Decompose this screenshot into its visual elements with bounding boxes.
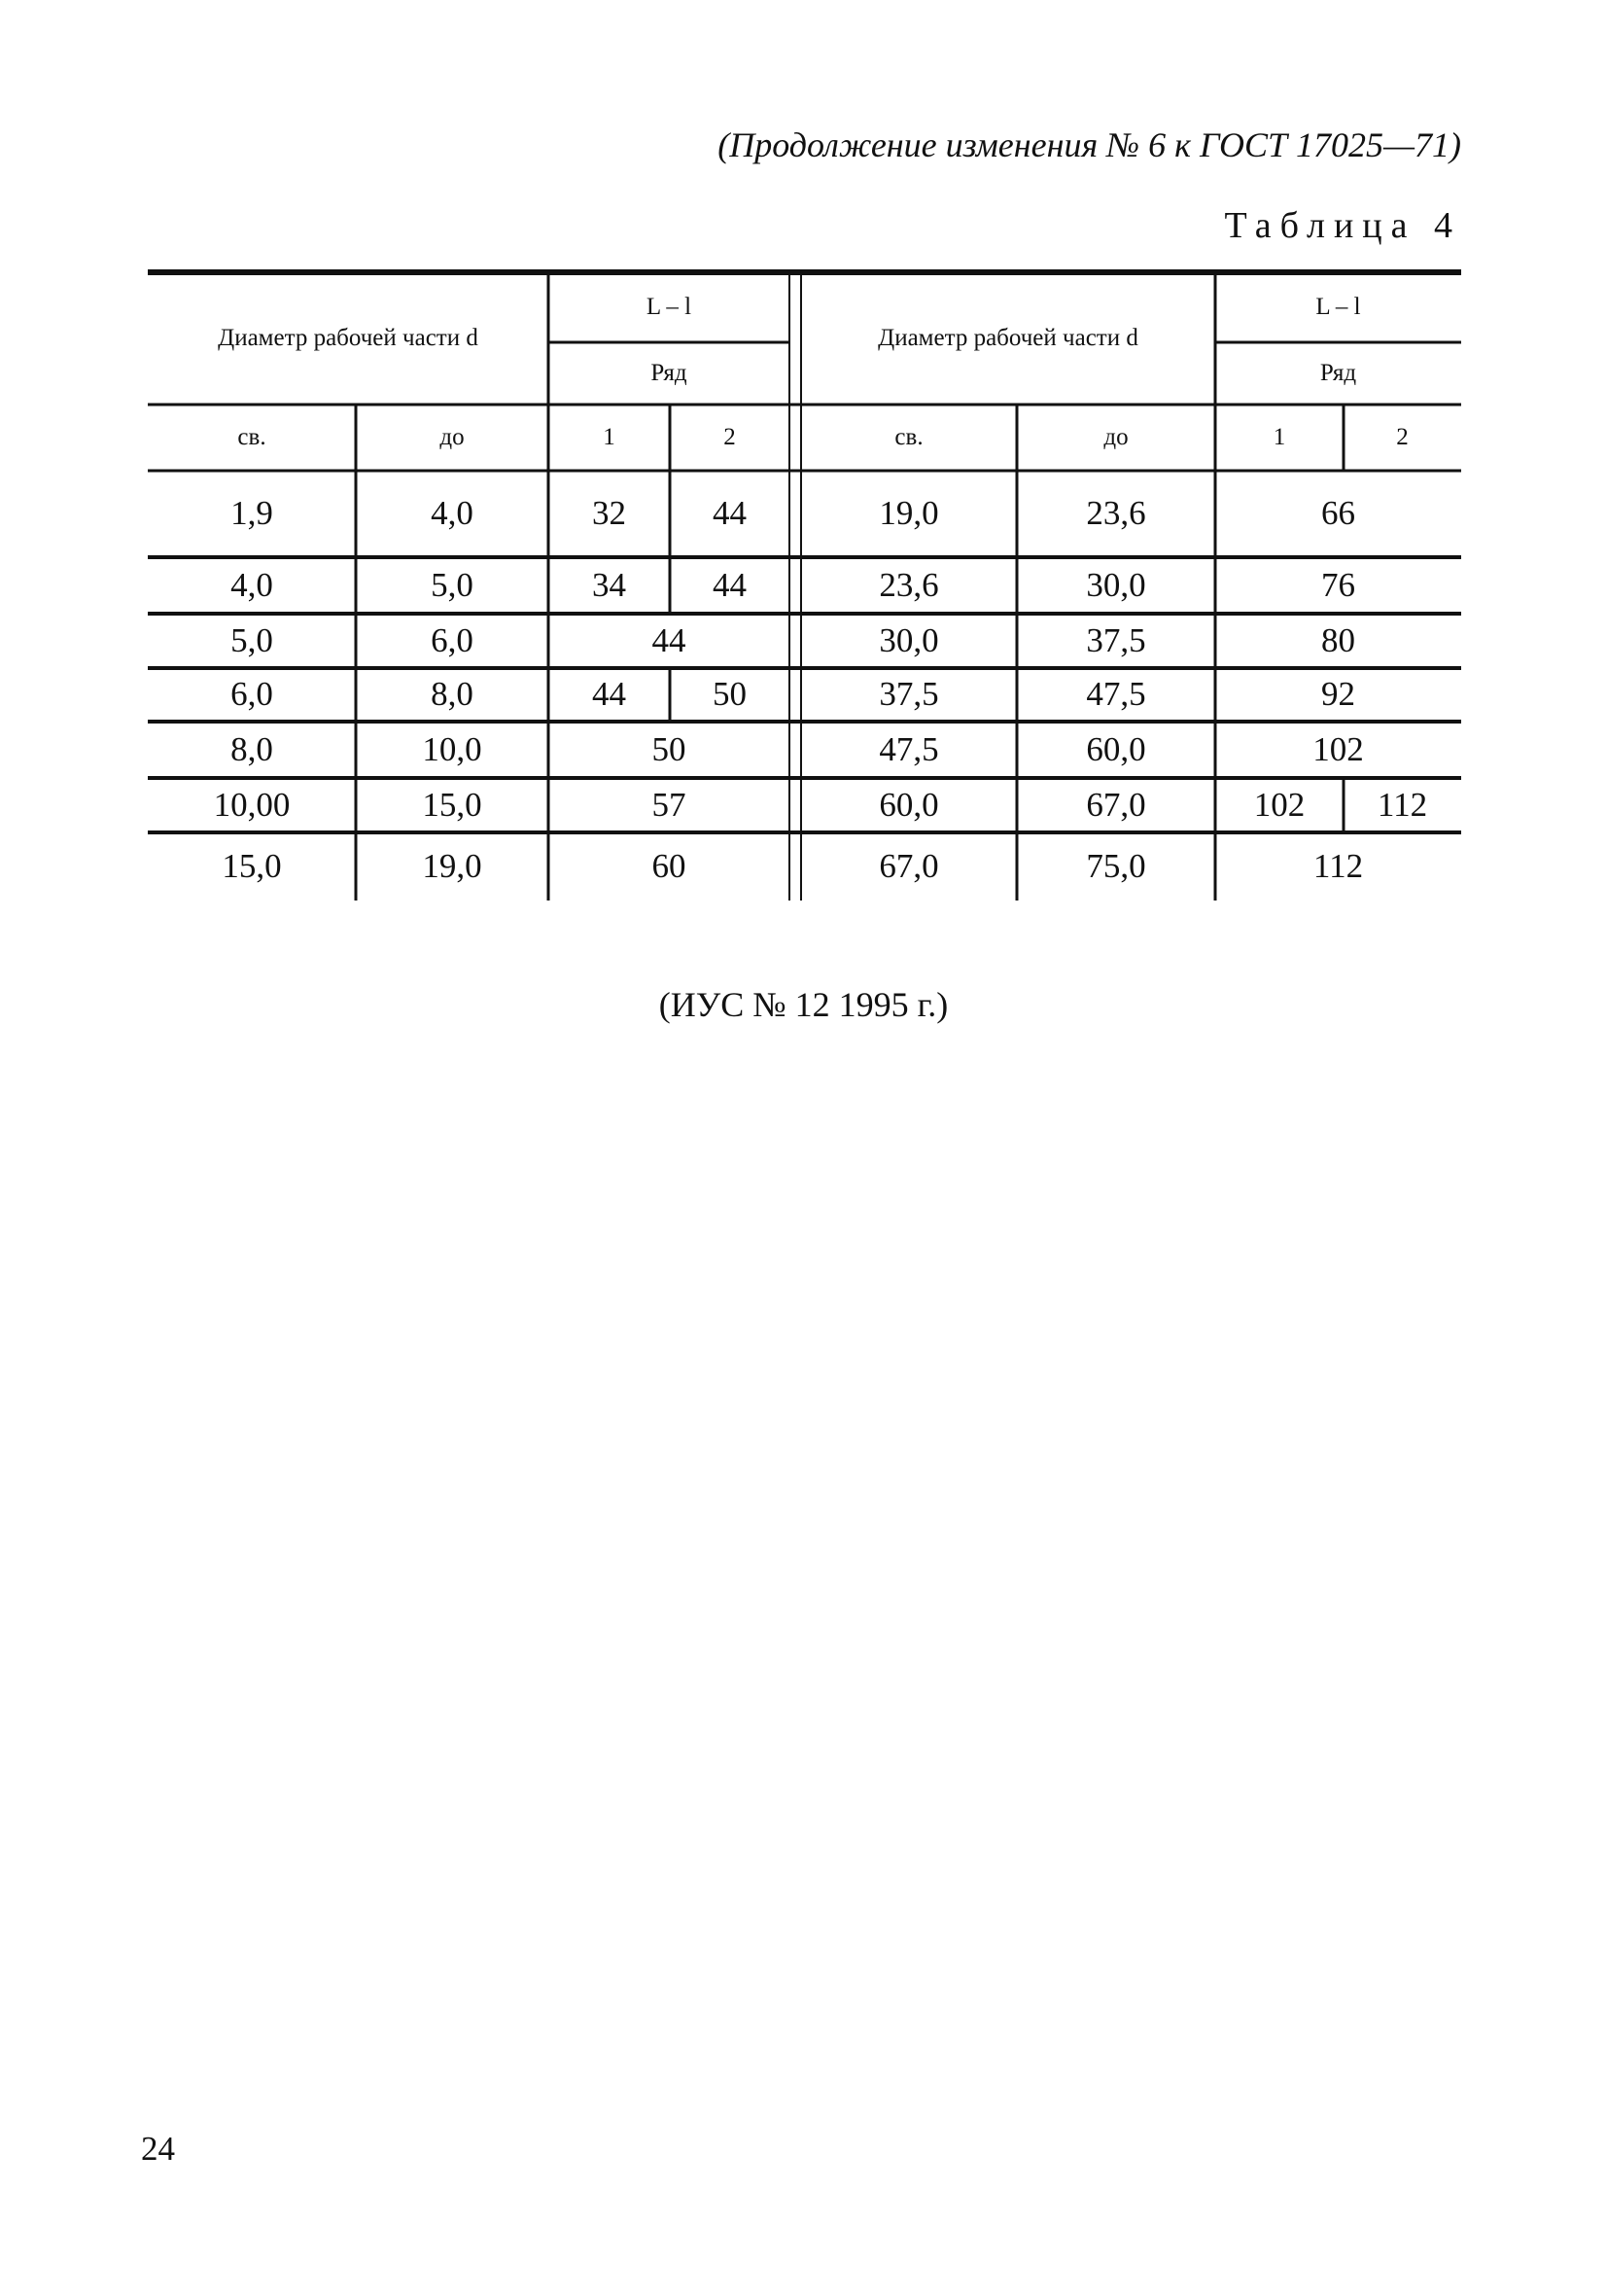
left-row-header: Ряд	[650, 359, 687, 386]
right-from-4: 47,5	[879, 729, 939, 768]
right-length-6: 112	[1312, 846, 1364, 885]
right-to-0: 23,6	[1086, 494, 1146, 533]
continuation-note: (Продолжение изменения № 6 к ГОСТ 17025—71)	[717, 125, 1461, 164]
left-series1-0: 32	[592, 494, 626, 533]
right-to-3: 47,5	[1086, 675, 1146, 714]
right-row-header: Ряд	[1319, 359, 1357, 386]
right-series1-5: 102	[1253, 785, 1306, 824]
left-from-2: 5,0	[230, 620, 273, 659]
right-to-2: 37,5	[1086, 620, 1146, 659]
left-to-label: до	[439, 423, 465, 450]
left-length-6: 60	[651, 846, 686, 885]
right-from-3: 37,5	[879, 675, 939, 714]
left-to-5: 15,0	[422, 785, 482, 824]
left-row2-label: 2	[723, 423, 736, 450]
left-from-5: 10,00	[213, 785, 291, 824]
left-from-1: 4,0	[230, 565, 273, 604]
right-row1-label: 1	[1273, 423, 1286, 450]
left-to-6: 19,0	[422, 846, 482, 885]
right-from-1: 23,6	[879, 565, 939, 604]
left-from-4: 8,0	[230, 729, 273, 768]
right-to-1: 30,0	[1086, 565, 1146, 604]
right-to-5: 67,0	[1086, 785, 1146, 824]
page-number: 24	[141, 2130, 175, 2168]
ius-reference: (ИУС № 12 1995 г.)	[658, 985, 949, 1024]
left-to-4: 10,0	[422, 729, 482, 768]
left-to-2: 6,0	[431, 620, 473, 659]
left-series2-1: 44	[713, 565, 747, 604]
right-to-6: 75,0	[1086, 846, 1146, 885]
right-from-5: 60,0	[879, 785, 939, 824]
right-from-6: 67,0	[879, 846, 939, 885]
right-to-4: 60,0	[1086, 729, 1146, 768]
left-series1-3: 44	[592, 675, 626, 714]
right-length-3: 92	[1321, 675, 1355, 714]
table-number: Таблица 4	[1224, 205, 1461, 246]
left-to-3: 8,0	[431, 675, 473, 714]
right-from-2: 30,0	[879, 620, 939, 659]
right-length-4: 102	[1312, 729, 1364, 768]
left-length-5: 57	[651, 785, 686, 824]
left-series2-0: 44	[713, 494, 747, 533]
right-length-1: 76	[1321, 565, 1355, 604]
left-length-2: 44	[651, 620, 686, 659]
left-diameter-header: Диаметр рабочей части d	[218, 324, 478, 351]
right-from-0: 19,0	[879, 494, 939, 533]
left-series1-1: 34	[592, 565, 626, 604]
right-length-0: 66	[1321, 494, 1355, 533]
left-to-0: 4,0	[431, 494, 473, 533]
data-table	[148, 268, 1461, 901]
right-row2-label: 2	[1396, 423, 1409, 450]
left-length-4: 50	[651, 729, 686, 768]
right-length-2: 80	[1321, 620, 1355, 659]
right-length-header: L – l	[1315, 293, 1361, 320]
right-series2-5: 112	[1377, 785, 1428, 824]
left-length-header: L – l	[646, 293, 692, 320]
left-to-1: 5,0	[431, 565, 473, 604]
right-to-label: до	[1103, 423, 1129, 450]
right-diameter-header: Диаметр рабочей части d	[878, 324, 1138, 351]
left-from-6: 15,0	[222, 846, 282, 885]
left-from-label: св.	[237, 423, 266, 450]
left-from-3: 6,0	[230, 675, 273, 714]
right-from-label: св.	[894, 423, 924, 450]
left-series2-3: 50	[713, 675, 747, 714]
left-from-0: 1,9	[230, 494, 273, 533]
left-row1-label: 1	[603, 423, 615, 450]
